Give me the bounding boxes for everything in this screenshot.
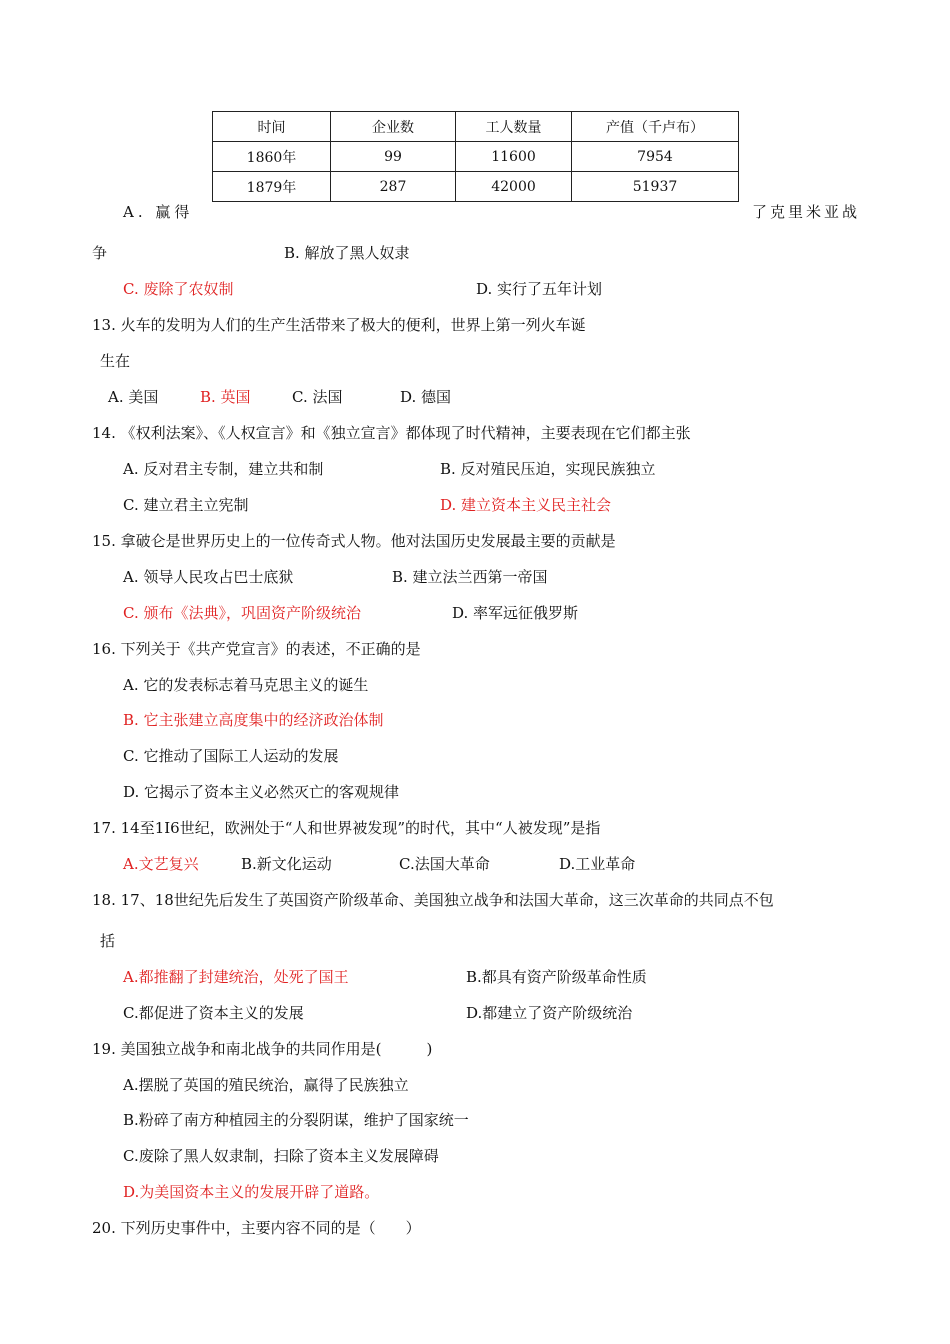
table-header-cell: 工人数量 <box>456 112 572 142</box>
q12-option-d: D. 实行了五年计划 <box>476 280 603 298</box>
q19-stem: 19. 美国独立战争和南北战争的共同作用是( ) <box>92 1040 433 1058</box>
q18-option-a: A.都推翻了封建统治，处死了国王 <box>123 968 349 986</box>
q12-option-a: A. 赢得 <box>123 203 194 221</box>
table-cell: 42000 <box>456 172 572 202</box>
q13-stem: 13. 火车的发明为人们的生产生活带来了极大的便利，世界上第一列火车诞 <box>92 316 586 334</box>
table-cell: 287 <box>331 172 456 202</box>
table-cell: 7954 <box>572 142 739 172</box>
q19-option-d: D.为美国资本主义的发展开辟了道路。 <box>123 1183 380 1201</box>
q13-option-b: B. 英国 <box>200 388 251 406</box>
q15-option-d: D. 率军远征俄罗斯 <box>452 604 579 622</box>
q17-option-c: C.法国大革命 <box>399 855 490 873</box>
q15-stem: 15. 拿破仑是世界历史上的一位传奇式人物。他对法国历史发展最主要的贡献是 <box>92 532 616 550</box>
q14-stem: 14. 《权利法案》、《人权宣言》和《独立宣言》都体现了时代精神，主要表现在它们都主张 <box>92 424 691 442</box>
q18-option-c: C.都促进了资本主义的发展 <box>123 1004 304 1022</box>
q14-option-a: A. 反对君主专制，建立共和制 <box>123 460 324 478</box>
q17-option-a: A.文艺复兴 <box>123 855 199 873</box>
q12-option-b: B. 解放了黑人奴隶 <box>284 244 410 262</box>
q13-stem-wrap: 生在 <box>100 352 131 370</box>
table-header-cell: 企业数 <box>331 112 456 142</box>
q18-option-d: D.都建立了资产阶级统治 <box>466 1004 633 1022</box>
q13-option-a: A. 美国 <box>108 388 159 406</box>
table-cell: 1860年 <box>213 142 331 172</box>
table-row <box>213 172 739 202</box>
q16-option-b: B. 它主张建立高度集中的经济政治体制 <box>123 711 384 729</box>
q18-option-b: B.都具有资产阶级革命性质 <box>466 968 647 986</box>
table-header-cell: 产值（千卢布） <box>572 112 739 142</box>
q15-option-c: C. 颁布《法典》，巩固资产阶级统治 <box>123 604 361 622</box>
q19-option-a: A.摆脱了英国的殖民统治，赢得了民族独立 <box>123 1076 409 1094</box>
table-header-cell: 时间 <box>213 112 331 142</box>
q17-option-d: D.工业革命 <box>559 855 636 873</box>
q12-option-a-wrap: 争 <box>92 244 108 262</box>
q12-option-a-continued: 了克里米亚战 <box>752 203 861 221</box>
q17-option-b: B.新文化运动 <box>241 855 332 873</box>
q13-option-d: D. 德国 <box>400 388 452 406</box>
q16-option-d: D. 它揭示了资本主义必然灭亡的客观规律 <box>123 783 400 801</box>
q17-stem: 17. 14至1I6世纪，欧洲处于“人和世界被发现”的时代，其中“人被发现”是指 <box>92 819 601 837</box>
q20-stem: 20. 下列历史事件中，主要内容不同的是（ ） <box>92 1219 421 1237</box>
q16-option-a: A. 它的发表标志着马克思主义的诞生 <box>123 676 369 694</box>
table-header-row <box>213 112 739 142</box>
q19-option-b: B.粉碎了南方种植园主的分裂阴谋，维护了国家统一 <box>123 1111 469 1129</box>
q14-option-c: C. 建立君主立宪制 <box>123 496 249 514</box>
q15-option-b: B. 建立法兰西第一帝国 <box>392 568 548 586</box>
q19-option-c: C.废除了黑人奴隶制，扫除了资本主义发展障碍 <box>123 1147 439 1165</box>
q16-option-c: C. 它推动了国际工人运动的发展 <box>123 747 339 765</box>
table-cell: 99 <box>331 142 456 172</box>
q18-stem-wrap: 括 <box>100 932 116 950</box>
q16-stem: 16. 下列关于《共产党宣言》的表述，不正确的是 <box>92 640 421 658</box>
q14-option-b: B. 反对殖民压迫，实现民族独立 <box>440 460 656 478</box>
table-cell: 1879年 <box>213 172 331 202</box>
table-cell: 51937 <box>572 172 739 202</box>
table-cell: 11600 <box>456 142 572 172</box>
q15-option-a: A. 领导人民攻占巴士底狱 <box>123 568 294 586</box>
statistics-table <box>212 111 739 202</box>
q13-option-c: C. 法国 <box>292 388 343 406</box>
table-row <box>213 142 739 172</box>
q12-option-c: C. 废除了农奴制 <box>123 280 234 298</box>
q14-option-d: D. 建立资本主义民主社会 <box>440 496 612 514</box>
q18-stem: 18. 17、18世纪先后发生了英国资产阶级革命、美国独立战争和法国大革命，这三次革命的共同点不包 <box>92 891 774 909</box>
